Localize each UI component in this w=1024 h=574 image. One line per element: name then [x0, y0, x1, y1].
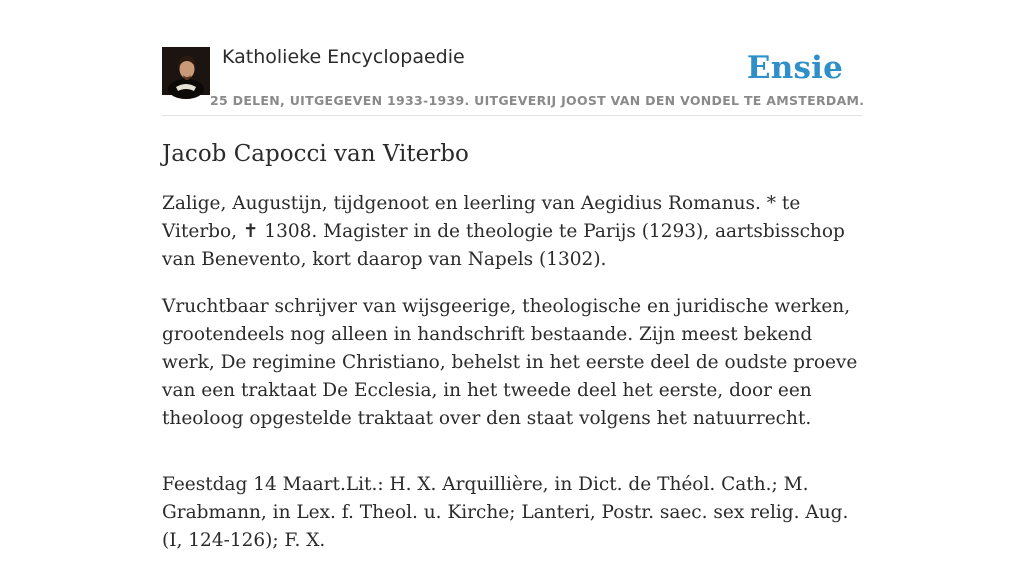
article-paragraph: Vruchtbaar schrijver van wijsgeerige, theologische en juridische werken, grootendeels nog alleen in handschrift bestaande. Zijn meest bekend werk, De regimine Christiano, behelst in het eerste deel de oudste proeve van een traktaat De Ecclesia, in het tweede deel het eerste, door een theoloog opgestelde traktaat over den staat volgens het natuurrecht. [162, 296, 858, 429]
article-title: Jacob Capocci van Viterbo [162, 141, 469, 167]
source-meta: 25 DELEN, UITGEGEVEN 1933-1939. UITGEVERIJ JOOST VAN DEN VONDEL TE AMSTERDAM. [210, 93, 865, 108]
avatar[interactable] [162, 47, 210, 95]
article-paragraph: Zalige, Augustijn, tijdgenoot en leerling van Aegidius Romanus. * te Viterbo, ✝ 1308. Magister in de theologie te Parijs (1293), aartsbisschop van Benevento, kort daarop van Napels (1302). [162, 193, 845, 270]
ensie-logo-link[interactable]: Ensie [746, 50, 843, 86]
source-header [162, 44, 865, 116]
article [162, 138, 864, 574]
source-title[interactable]: Katholieke Encyclopaedie [222, 46, 465, 68]
portrait-icon [162, 47, 210, 95]
article-paragraph: Feestdag 14 Maart.Lit.: H. X. Arquillière, in Dict. de Théol. Cath.; M. Grabmann, in Lex. f. Theol. u. Kirche; Lanteri, Postr. saec. sex relig. Aug. (I, 124-126); F. X. [162, 474, 849, 551]
